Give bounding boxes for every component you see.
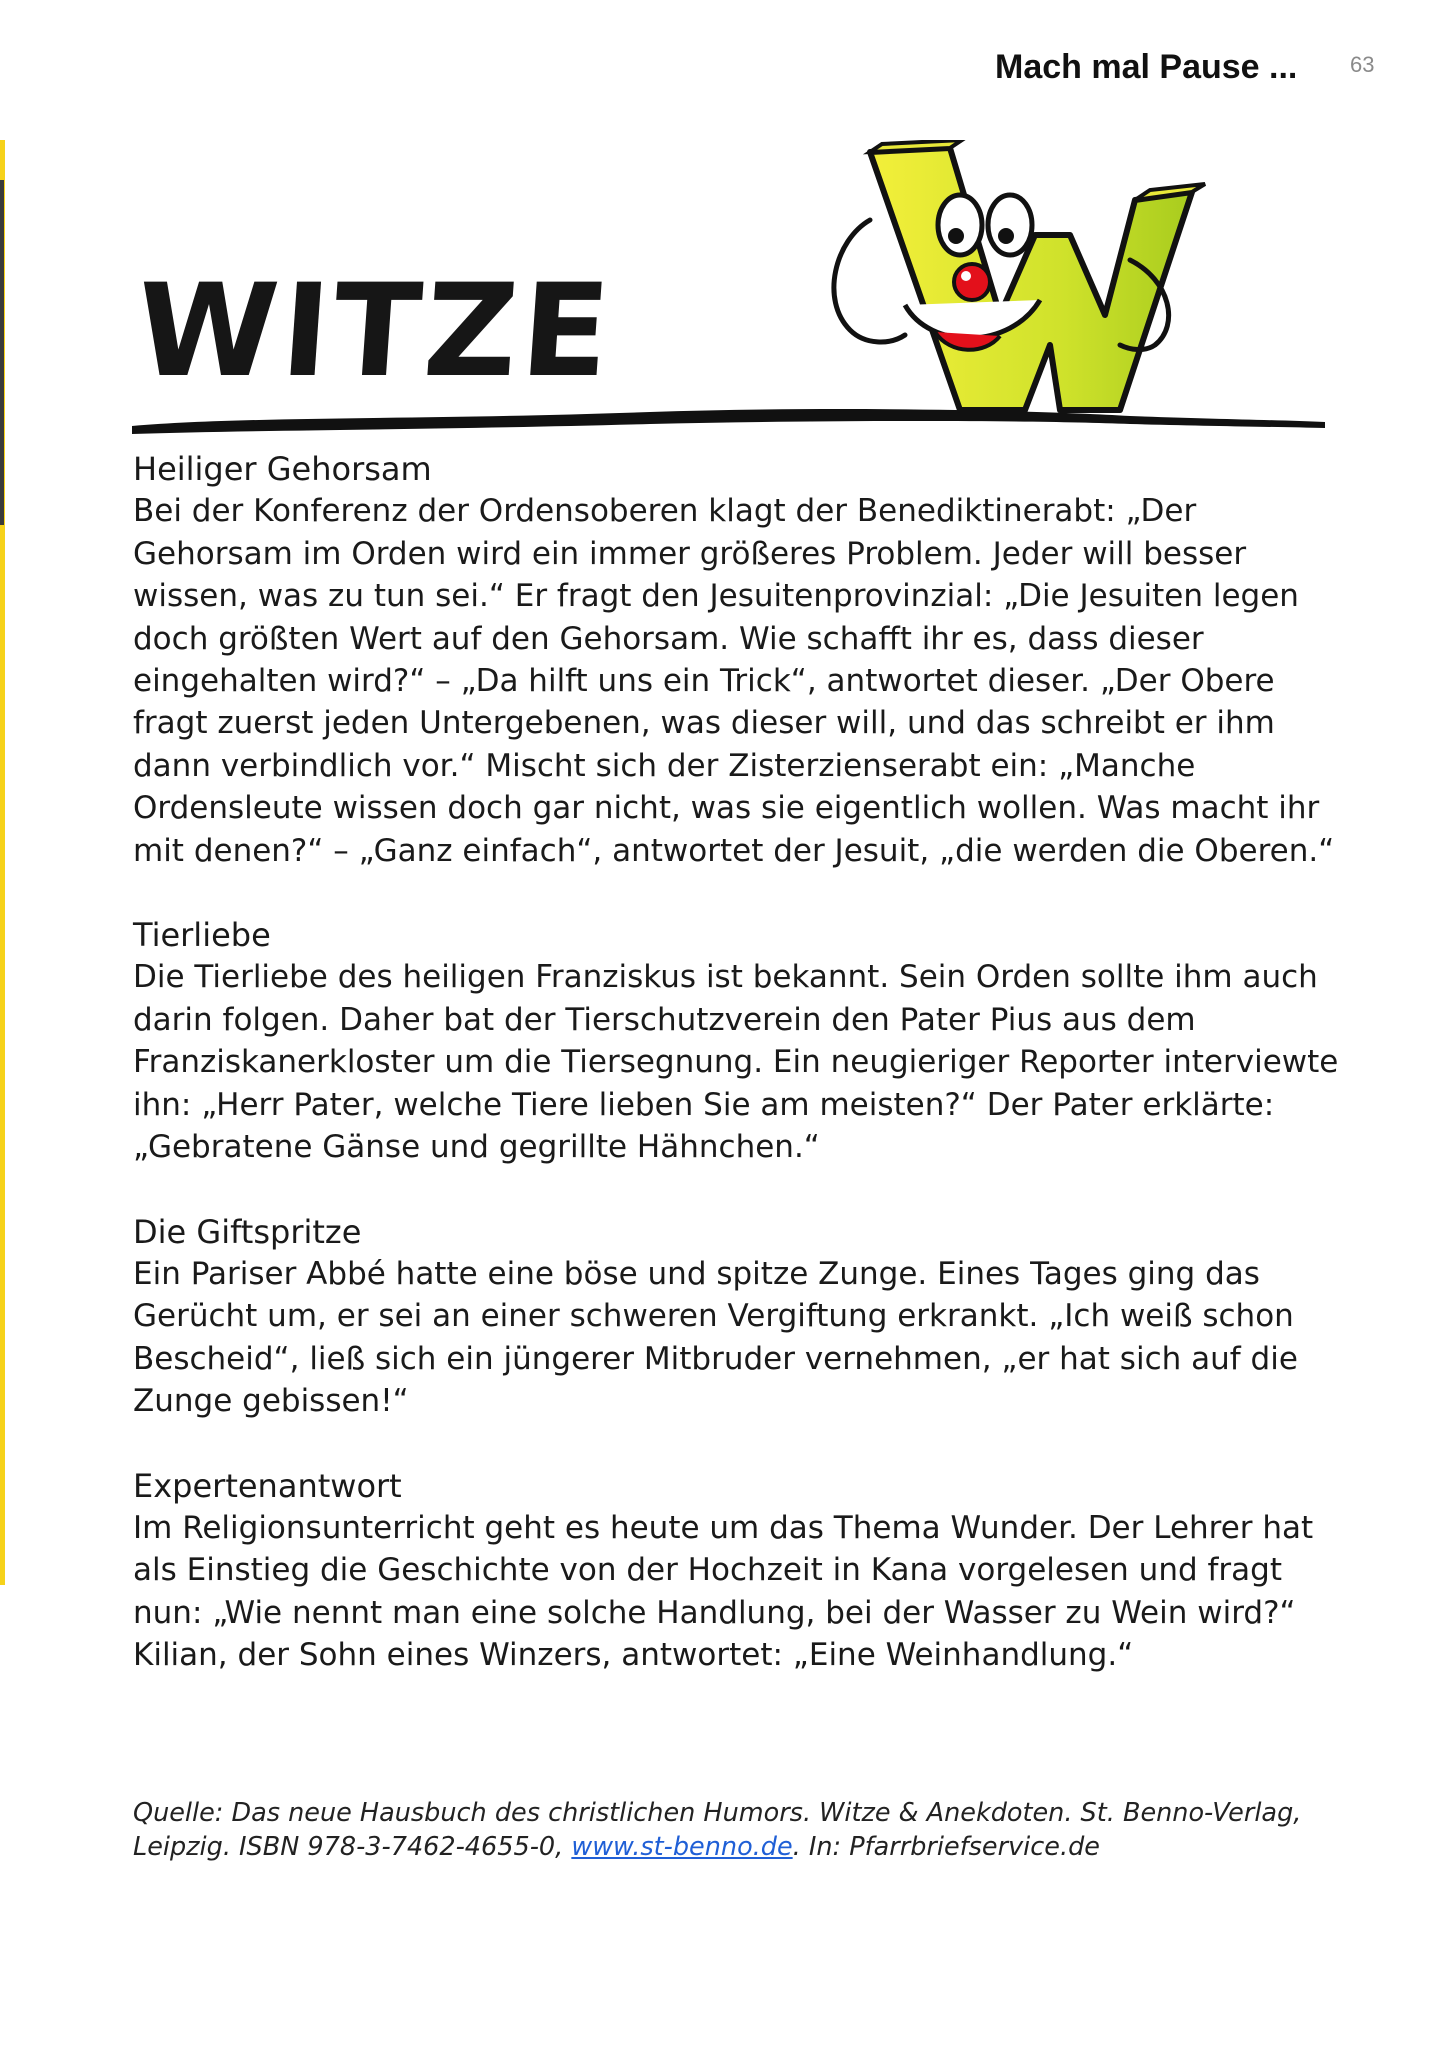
joke-tierliebe	[133, 914, 1358, 1168]
source-citation	[133, 1796, 1358, 1864]
joke-body: Ein Pariser Abbé hatte eine böse und spitze Zunge. Eines Tages ging das Gerücht um, er sei an einer schweren Vergiftung erkrankt. „Ich weiß schon Bescheid“, ließ sich ein jüngerer Mitbruder vernehmen, „er hat sich auf die Zunge gebissen!“	[133, 1255, 1298, 1420]
joke-title: Tierliebe	[133, 916, 271, 955]
page-header-title: Mach mal Pause ...	[995, 48, 1298, 86]
witze-banner	[130, 140, 1330, 440]
joke-body: Im Religionsunterricht geht es heute um das Thema Wunder. Der Lehrer hat als Einstieg die Geschichte von der Hochzeit in Kana vorgelesen und fragt nun: „Wie nennt man eine solche Handlung, bei der Wasser zu Wein wird?“ Kilian, der Sohn eines Winzers, antwortet: „Eine Weinhandlung.“	[133, 1509, 1314, 1674]
smiling-yellow-w-mascot-icon	[834, 140, 1205, 410]
joke-title: Heiliger Gehorsam	[133, 450, 432, 488]
banner-ground-line	[132, 409, 1325, 434]
left-margin-dark-bar	[0, 180, 4, 525]
joke-heiliger-gehorsam	[133, 448, 1358, 872]
page-number: 63	[1350, 52, 1375, 77]
source-suffix: . In: Pfarrbriefservice.de	[792, 1832, 1100, 1862]
source-prefix: Quelle: Das neue Hausbuch des christlichen Humors. Witze & Anekdoten. St. Benno-Verlag, Leipzig. ISBN 978-3-7462-4655-0,	[133, 1798, 1302, 1862]
joke-expertenantwort	[133, 1465, 1358, 1677]
joke-die-giftspritze	[133, 1211, 1358, 1423]
witze-wordmark: WITZE	[131, 257, 619, 406]
source-link[interactable]: www.st-benno.de	[571, 1832, 793, 1862]
joke-title: Die Giftspritze	[133, 1212, 362, 1251]
joke-body: Die Tierliebe des heiligen Franziskus ist bekannt. Sein Orden sollte ihm auch darin folgen. Daher bat der Tierschutzverein den Pater Pius aus dem Franziskanerkloster um die Tiersegnung. Ein neugieriger Reporter interviewte ihn: „Herr Pater, welche Tiere lieben Sie am meisten?“ Der Pater erklärte: „Gebratene Gänse und gegrillte Hähnchen.“	[133, 959, 1339, 1166]
joke-body: Bei der Konferenz der Ordensoberen klagt der Benediktinerabt: „Der Gehorsam im Orden wird ein immer größeres Problem. Jeder will besser wissen, was zu tun sei.“ Er fragt den Jesuitenprovinzial: „Die Jesuiten legen doch größten Wert auf den Gehorsam. Wie schafft ihr es, dass dieser eingehalten wird?“ – „Da hilft uns ein Trick“, antwortet dieser. „Der Obere fragt zuerst jeden Untergebenen, was dieser will, und das schreibt er ihm dann verbindlich vor.“ Mischt sich der Zisterzienserabt ein: „Manche Ordensleute wissen doch gar nicht, was sie eigentlich wollen. Was macht ihr mit denen?“ – „Ganz einfach“, antwortet der Jesuit, „die werden die Oberen.“	[133, 493, 1335, 869]
jokes-content	[133, 448, 1358, 1719]
joke-title: Expertenantwort	[133, 1466, 402, 1505]
